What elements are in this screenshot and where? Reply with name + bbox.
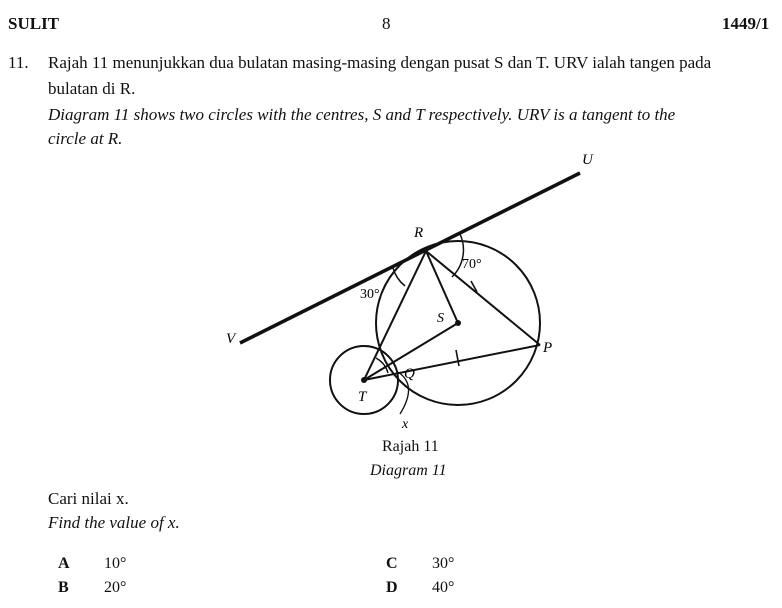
option-c-value: 30° [432,555,455,572]
label-s: S [437,311,444,326]
label-r: R [414,225,424,241]
tick-mark [456,350,459,366]
label-v: V [226,331,236,347]
caption-malay: Rajah 11 [382,438,439,455]
angle-label-70: 70° [462,257,482,272]
option-d-value: 40° [432,579,455,596]
label-x: x [402,417,409,432]
point-s [455,320,461,326]
line-tp [364,345,540,380]
point-t [361,377,367,383]
label-t: T [358,389,367,405]
label-q: Q [404,366,415,382]
option-b-value: 20° [104,579,127,596]
question-malay-line1: Rajah 11 menunjukkan dua bulatan masing-masing dengan pusat S dan T. URV ialah tangen pada [48,53,712,72]
option-b-letter: B [58,579,69,596]
page-number: 8 [382,14,391,33]
question-english-line1: Diagram 11 shows two circles with the centres, S and T respectively. URV is a tangent to the [48,105,676,124]
tangent-line [240,173,580,343]
label-u: U [582,152,593,168]
option-a-value: 10° [104,555,127,572]
caption-english: Diagram 11 [370,462,447,479]
label-p: P [543,340,553,356]
header-left: SULIT [8,14,60,33]
option-a-letter: A [58,555,70,572]
option-d-letter: D [386,579,398,596]
header-right: 1449/1 [722,14,770,33]
prompt-malay: Cari nilai x. [48,489,129,508]
angle-label-30: 30° [360,287,380,302]
prompt-english: Find the value of x. [48,513,180,532]
option-c-letter: C [386,555,398,572]
question-english-line2: circle at R. [48,129,123,148]
question-malay-line2: bulatan di R. [48,79,136,98]
question-number: 11. [8,53,29,72]
